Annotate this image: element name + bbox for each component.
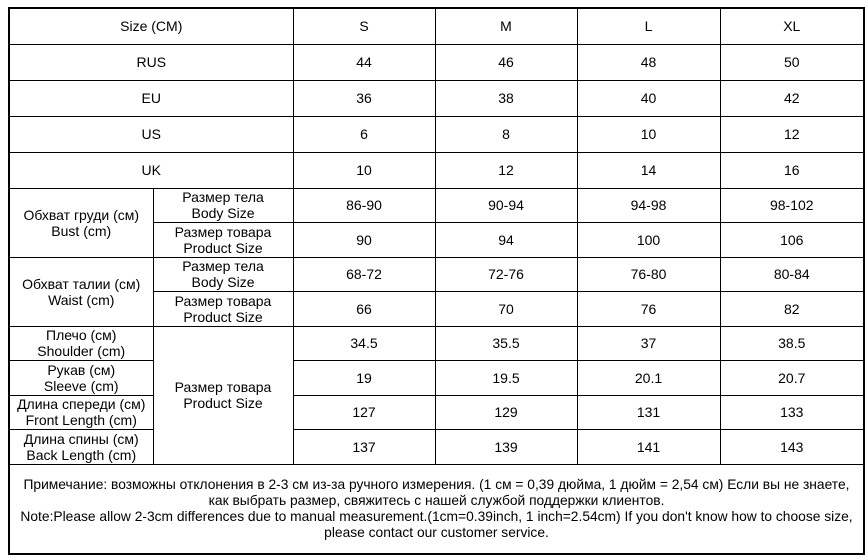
body-size-sublabel-en: Body Size: [191, 205, 255, 222]
size-col-m: M: [435, 8, 577, 44]
waist-label-ru: Обхват талии (см): [22, 275, 141, 292]
bust-body-value-m: 90-94: [435, 188, 577, 223]
front-length-label-ru: Длина спереди (см): [17, 396, 146, 413]
table-row-header: [9, 8, 864, 44]
us-value-l: 10: [577, 116, 720, 152]
waist-body-value-m: 72-76: [435, 257, 577, 292]
bust-product-value-l: 100: [577, 223, 720, 258]
bust-body-value-xl: 98-102: [720, 188, 864, 223]
shoulder-value-s: 34.5: [293, 326, 435, 361]
product-size-sublabel-ru: Размер товара: [174, 379, 272, 395]
bust-label: [9, 188, 153, 257]
waist-label: [9, 257, 153, 326]
bust-body-size-sublabel: [153, 188, 293, 223]
front-length-value-s: 127: [293, 395, 435, 430]
rus-value-s: 44: [293, 44, 435, 80]
eu-label: EU: [9, 80, 293, 116]
note-cell: [9, 464, 864, 554]
table-row-front-length: [9, 395, 864, 430]
size-header-label: Size (CM): [9, 8, 293, 44]
us-label: US: [9, 116, 293, 152]
note-text-ru: Примечание: возможны отклонения в 2-3 см из-за ручного измерения. (1 см = 0,39 дюйма, 1 дюйм = 2,54 см) Если вы не знаете, как выбрать размер, свяжитесь с нашей службой поддержки клиентов.: [23, 476, 850, 508]
uk-value-l: 14: [577, 152, 720, 188]
front-length-value-xl: 133: [720, 395, 864, 430]
note-text-en: Note:Please allow 2-3cm differences due to manual measurement.(1cm=0.39inch, 1 inch=2.54cm) If you don't know how to choose size, please contact our customer service.: [20, 508, 853, 540]
bust-product-size-sublabel: [153, 223, 293, 258]
rus-value-m: 46: [435, 44, 577, 80]
waist-label-en: Waist (cm): [48, 291, 115, 308]
product-size-merged-sublabel: [153, 326, 293, 464]
uk-value-m: 12: [435, 152, 577, 188]
body-size-sublabel-en: Body Size: [191, 274, 255, 291]
body-size-sublabel-ru: Размер тела: [182, 189, 264, 206]
shoulder-label-en: Shoulder (cm): [37, 343, 126, 360]
bust-body-value-s: 86-90: [293, 188, 435, 223]
bust-label-ru: Обхват груди (см): [23, 206, 140, 223]
sleeve-label-en: Sleeve (cm): [43, 377, 119, 394]
bust-product-value-s: 90: [293, 223, 435, 258]
back-length-value-xl: 143: [720, 430, 864, 465]
product-size-sublabel-ru: Размер товара: [174, 223, 272, 240]
rus-label: RUS: [9, 44, 293, 80]
eu-value-m: 38: [435, 80, 577, 116]
bust-body-value-l: 94-98: [577, 188, 720, 223]
waist-product-value-xl: 82: [720, 292, 864, 327]
table-row-rus: [9, 44, 864, 80]
uk-value-xl: 16: [720, 152, 864, 188]
waist-body-value-xl: 80-84: [720, 257, 864, 292]
back-length-label-ru: Длина спины (см): [23, 430, 139, 447]
shoulder-value-m: 35.5: [435, 326, 577, 361]
back-length-value-l: 141: [577, 430, 720, 465]
sleeve-label-ru: Рукав (см): [47, 361, 116, 378]
table-row-sleeve: [9, 361, 864, 396]
back-length-value-s: 137: [293, 430, 435, 465]
sleeve-label: [9, 361, 153, 396]
shoulder-label: [9, 326, 153, 361]
product-size-sublabel-en: Product Size: [183, 308, 263, 325]
front-length-value-m: 129: [435, 395, 577, 430]
eu-value-s: 36: [293, 80, 435, 116]
table-row-note: [9, 464, 864, 554]
uk-value-s: 10: [293, 152, 435, 188]
rus-value-l: 48: [577, 44, 720, 80]
back-length-value-m: 139: [435, 430, 577, 465]
table-row-waist-body: [9, 257, 864, 292]
bust-label-en: Bust (cm): [51, 222, 112, 239]
bust-product-value-xl: 106: [720, 223, 864, 258]
table-row-back-length: [9, 430, 864, 465]
size-col-xl: XL: [720, 8, 864, 44]
shoulder-label-ru: Плечо (см): [46, 327, 117, 344]
sleeve-value-s: 19: [293, 361, 435, 396]
us-value-s: 6: [293, 116, 435, 152]
waist-body-value-s: 68-72: [293, 257, 435, 292]
product-size-sublabel-en: Product Size: [183, 239, 263, 256]
bust-product-value-m: 94: [435, 223, 577, 258]
sleeve-value-l: 20.1: [577, 361, 720, 396]
waist-body-value-l: 76-80: [577, 257, 720, 292]
eu-value-l: 40: [577, 80, 720, 116]
us-value-xl: 12: [720, 116, 864, 152]
rus-value-xl: 50: [720, 44, 864, 80]
shoulder-value-xl: 38.5: [720, 326, 864, 361]
sleeve-value-m: 19.5: [435, 361, 577, 396]
table-row-uk: [9, 152, 864, 188]
waist-product-value-l: 76: [577, 292, 720, 327]
product-size-sublabel-ru: Размер товара: [174, 292, 272, 309]
us-value-m: 8: [435, 116, 577, 152]
back-length-label: [9, 430, 153, 465]
waist-body-size-sublabel: [153, 257, 293, 292]
waist-product-size-sublabel: [153, 292, 293, 327]
sleeve-value-xl: 20.7: [720, 361, 864, 396]
uk-label: UK: [9, 152, 293, 188]
eu-value-xl: 42: [720, 80, 864, 116]
table-row-us: [9, 116, 864, 152]
size-col-s: S: [293, 8, 435, 44]
table-row-shoulder: [9, 326, 864, 361]
front-length-value-l: 131: [577, 395, 720, 430]
waist-product-value-m: 70: [435, 292, 577, 327]
table-row-eu: [9, 80, 864, 116]
front-length-label: [9, 395, 153, 430]
size-chart-table: [8, 7, 865, 555]
product-size-sublabel-en: Product Size: [183, 395, 263, 411]
size-col-l: L: [577, 8, 720, 44]
shoulder-value-l: 37: [577, 326, 720, 361]
table-row-bust-body: [9, 188, 864, 223]
front-length-label-en: Front Length (cm): [25, 412, 137, 429]
waist-product-value-s: 66: [293, 292, 435, 327]
body-size-sublabel-ru: Размер тела: [182, 258, 264, 275]
back-length-label-en: Back Length (cm): [26, 446, 137, 463]
